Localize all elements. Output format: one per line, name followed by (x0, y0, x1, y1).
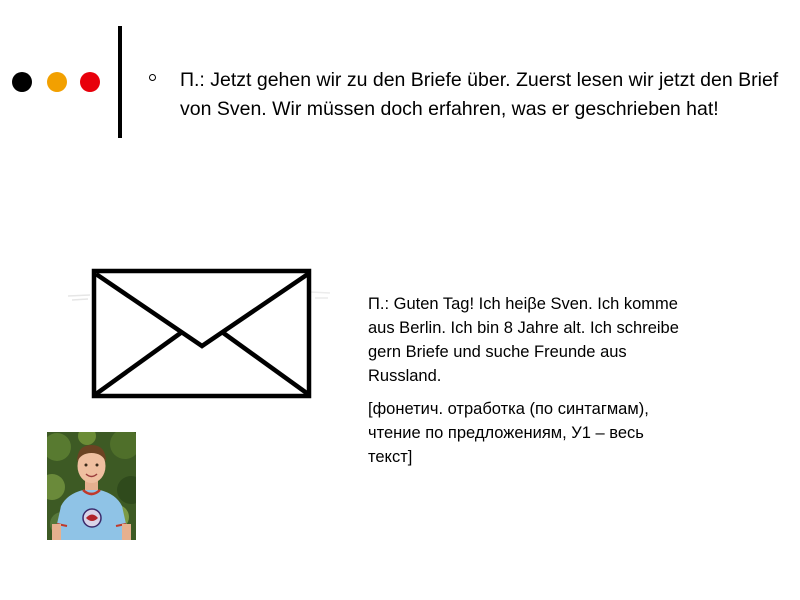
vertical-divider (118, 26, 122, 138)
letter-paragraph-greeting: П.: Guten Tag! Ich heiβe Sven. Ich komme aus Berlin. Ich bin 8 Jahre alt. Ich schreibe gern Briefe und suche Freunde aus Russland. (368, 295, 679, 385)
boy-photo (47, 432, 136, 540)
letter-paragraph-notes: [фонетич. отработка (по синтагмам), чтение по предложениям, У1 – весь текст] (368, 400, 649, 466)
decor-dot-black (12, 72, 32, 92)
envelope-icon (60, 262, 340, 407)
main-text: П.: Jetzt gehen wir zu den Briefe über. Zuerst lesen wir jetzt den Brief von Sven. Wir müssen doch erfahren, was er geschrieben hat! (180, 69, 779, 120)
letter-text (368, 292, 688, 478)
bullet-icon (149, 74, 156, 81)
decor-dot-orange (47, 72, 67, 92)
decor-dot-red (80, 72, 100, 92)
